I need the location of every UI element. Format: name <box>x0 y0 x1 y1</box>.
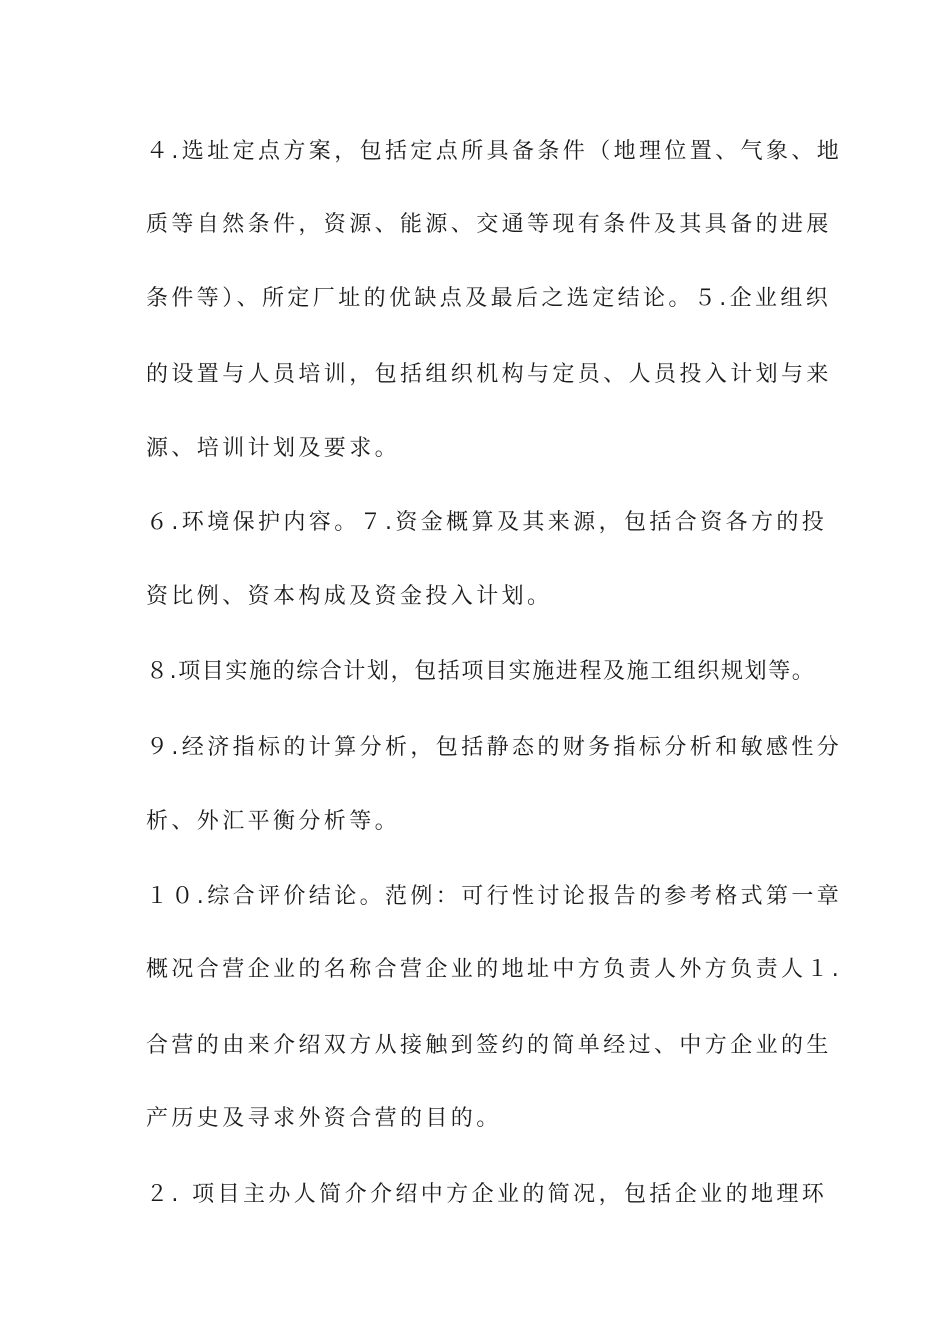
text-line: 产历史及寻求外资合营的目的。 <box>146 1106 502 1131</box>
text-line: ６.环境保护内容。７.资金概算及其来源，包括合资各方的投 <box>146 510 828 535</box>
text-line: ４.选址定点方案，包括定点所具备条件（地理位置、气象、地 <box>146 139 843 164</box>
text-line: ８.项目实施的综合计划，包括项目实施进程及施工组织规划等。 <box>146 659 816 684</box>
text-line: 源、培训计划及要求。 <box>146 436 401 461</box>
text-line: ９.经济指标的计算分析，包括静态的财务指标分析和敏感性分 <box>146 735 843 760</box>
text-line: １０.综合评价结论。范例：可行性讨论报告的参考格式第一章 <box>146 884 843 909</box>
text-line: 资比例、资本构成及资金投入计划。 <box>146 584 553 609</box>
text-line: 的设置与人员培训，包括组织机构与定员、人员投入计划与来 <box>146 362 832 387</box>
text-line: 概况合营企业的名称合营企业的地址中方负责人外方负责人１. <box>146 957 843 982</box>
text-line: ２. 项目主办人简介介绍中方企业的简况，包括企业的地理环 <box>146 1182 828 1207</box>
text-line: 质等自然条件，资源、能源、交通等现有条件及其具备的进展 <box>146 212 832 237</box>
text-line: 条件等）、所定厂址的优缺点及最后之选定结论。５.企业组织 <box>146 286 832 311</box>
text-line: 合营的由来介绍双方从接触到签约的简单经过、中方企业的生 <box>146 1033 832 1058</box>
text-line: 析、外汇平衡分析等。 <box>146 809 401 834</box>
